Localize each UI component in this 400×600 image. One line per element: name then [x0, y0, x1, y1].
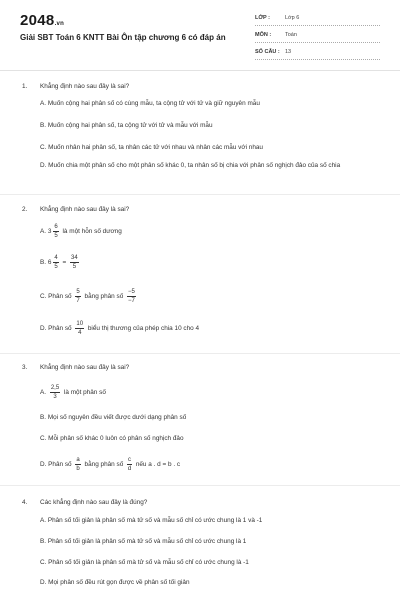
fraction: [127, 288, 136, 305]
numerator: 5: [76, 289, 80, 295]
meta-value: Toán: [285, 32, 297, 38]
q3-option-d[interactable]: [40, 456, 180, 473]
q1-option-b[interactable]: B. Muốn cộng hai phân số, ta cộng tử với tử và mẫu với mẫu: [40, 122, 213, 129]
denominator: 5: [54, 264, 58, 270]
question-stem: Khẳng định nào sau đây là sai?: [40, 83, 130, 90]
meta-value: Lớp 6: [285, 15, 300, 21]
question-number: 4.: [22, 499, 28, 506]
q2-option-b[interactable]: [40, 254, 81, 271]
logo-suffix: .vn: [54, 21, 65, 27]
fraction: [50, 384, 60, 401]
q4-option-c[interactable]: C. Phân số tối giản là phân số mà tử số và mẫu số chỉ có ước chung là -1: [40, 559, 249, 566]
question-divider: [0, 194, 400, 195]
numerator: 34: [71, 255, 78, 261]
q4-option-b[interactable]: B. Phân số tối giản là phân số mà tử số và mẫu số chỉ có ước chung là 1: [40, 538, 247, 545]
question-number: 1.: [22, 83, 28, 90]
meta-value: 13: [285, 49, 292, 55]
fraction: [127, 456, 132, 473]
denominator: −7: [128, 298, 135, 304]
fraction: [75, 456, 80, 473]
option-text: bằng phân số: [84, 461, 124, 469]
option-prefix: D. Phân số: [40, 461, 72, 469]
question-divider: [0, 353, 400, 354]
meta-question-count: [255, 45, 380, 60]
question-number: 3.: [22, 364, 28, 371]
denominator: 3: [53, 394, 57, 400]
denominator: 4: [78, 330, 82, 336]
numerator: 4: [54, 255, 58, 261]
page-title: Giải SBT Toán 6 KNTT Bài Ôn tập chương 6 có đáp án: [20, 33, 226, 42]
numerator: 2,5: [50, 385, 60, 391]
option-text: là một phân số: [63, 389, 106, 397]
q3-option-a[interactable]: [40, 384, 106, 401]
meta-subject: [255, 28, 380, 43]
mixed-whole: 3: [47, 228, 52, 236]
numerator: 6: [54, 224, 58, 230]
fraction: [53, 223, 58, 240]
equals-sign: =: [62, 259, 67, 267]
fraction: [75, 288, 80, 305]
q1-option-a[interactable]: A. Muốn cộng hai phân số có cùng mẫu, ta cộng tử với tử và giữ nguyên mẫu: [40, 100, 260, 107]
question-stem: Khẳng định nào sau đây là sai?: [40, 206, 130, 213]
denominator: 5: [54, 233, 58, 239]
denominator: d: [127, 466, 132, 472]
option-prefix: D. Phân số: [40, 325, 72, 333]
question-divider: [0, 485, 400, 486]
fraction: [53, 254, 58, 271]
meta-key: MÔN :: [255, 32, 272, 38]
q4-option-a[interactable]: A. Phân số tối giản là phân số mà tử số và mẫu số chỉ có ước chung là 1 và -1: [40, 517, 263, 524]
q4-option-d[interactable]: D. Mọi phân số đều rút gọn được về phân số tối giản: [40, 579, 190, 586]
meta-key: LỚP :: [255, 15, 270, 21]
option-prefix: B.: [40, 259, 47, 267]
fraction: [75, 320, 84, 337]
q2-option-a[interactable]: [40, 223, 122, 240]
meta-key: SỐ CÂU :: [255, 49, 280, 55]
mixed-whole: 6: [47, 259, 52, 267]
option-prefix: A.: [40, 389, 47, 397]
question-stem: Khẳng định nào sau đây là sai?: [40, 364, 130, 371]
q3-option-c[interactable]: C. Mỗi phân số khác 0 luôn có phân số nghịch đảo: [40, 435, 184, 442]
page-header: [0, 0, 400, 70]
option-prefix: A.: [40, 228, 47, 236]
site-logo[interactable]: [20, 12, 64, 29]
q1-option-c[interactable]: C. Muốn nhân hai phân số, ta nhân các tử với nhau và nhân các mẫu với nhau: [40, 144, 263, 151]
numerator: 10: [76, 321, 84, 327]
numerator: c: [128, 457, 132, 463]
q2-option-c[interactable]: [40, 288, 138, 305]
option-text: bằng phân số: [84, 293, 124, 301]
denominator: b: [76, 466, 80, 472]
denominator: 7: [76, 298, 80, 304]
numerator: a: [76, 457, 80, 463]
option-prefix: C. Phân số: [40, 293, 72, 301]
option-text: biểu thị thương của phép chia 10 cho 4: [87, 325, 200, 333]
question-stem: Các khẳng định nào sau đây là đúng?: [40, 499, 148, 506]
fraction: [70, 254, 79, 271]
logo-text: 2048: [20, 12, 55, 29]
denominator: 5: [72, 264, 77, 270]
q2-option-d[interactable]: [40, 320, 199, 337]
question-number: 2.: [22, 206, 28, 213]
option-text: nếu a . d = b . c: [135, 461, 181, 469]
option-text: là một hỗn số dương: [62, 228, 122, 236]
meta-grade: [255, 11, 380, 26]
header-divider: [0, 70, 400, 71]
q3-option-b[interactable]: B. Mọi số nguyên đều viết được dưới dạng phân số: [40, 414, 187, 421]
q1-option-d[interactable]: D. Muốn chia một phân số cho một phân số khác 0, ta nhân số bị chia với phân số nghịch đảo của số chia: [40, 162, 341, 169]
numerator: −5: [128, 289, 135, 295]
